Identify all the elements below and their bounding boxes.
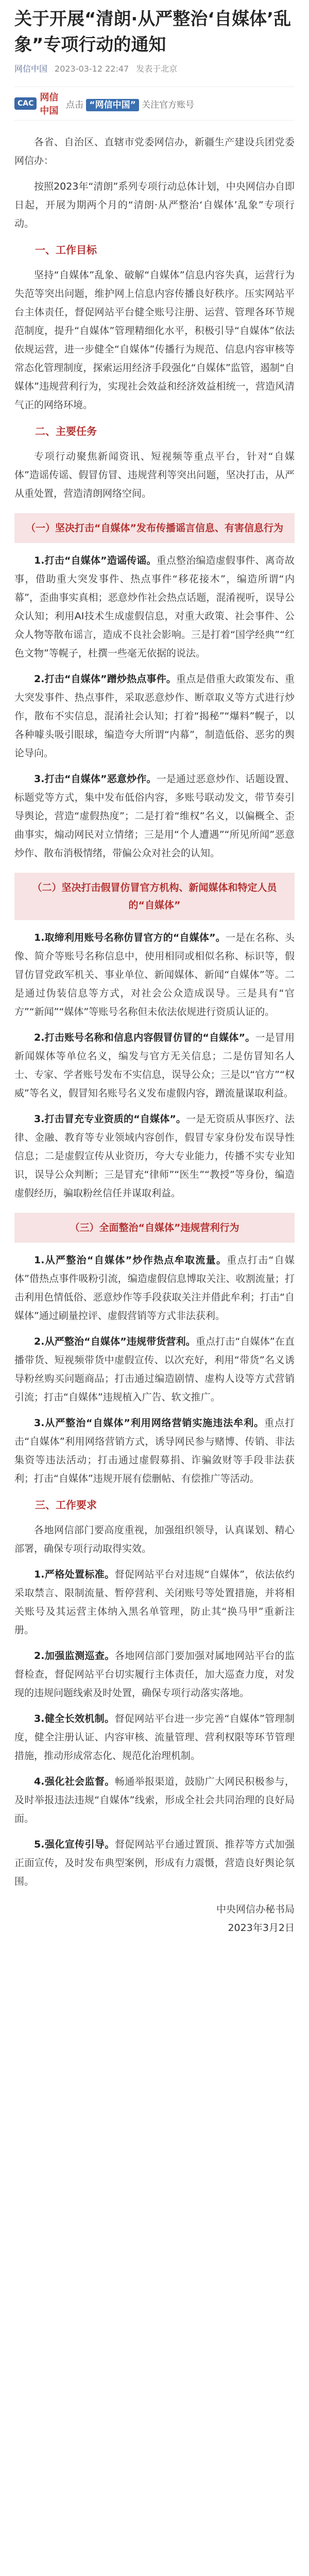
task-3-2-heading: 2.从严整治“自媒体”违规带货营利。 (34, 1336, 196, 1347)
paragraph-task-2-2 (14, 1028, 295, 1103)
cac-logo (14, 92, 61, 115)
section-heading-tasks: 二、主要任务 (35, 425, 97, 437)
task-2-1-heading: 1.取缔利用账号名称仿冒官方的“自媒体”。 (34, 932, 226, 943)
paragraph-req-4 (14, 1772, 295, 1828)
signature-block (14, 1900, 295, 1937)
paragraph-task-2-3 (14, 1110, 295, 1202)
req-3-body: 督促网站平台进一步完善“自媒体”管理制度，健全注册认证、内容审核、流量管理、营利权限等环节管理措施，推动形成常态化、规范化治理机制。 (14, 1713, 295, 1761)
signature-org: 中央网信办秘书局 (216, 1904, 295, 1915)
account-name-link[interactable]: 网信中国 (14, 64, 48, 74)
req-5-heading: 5.强化宣传引导。 (34, 1839, 115, 1850)
subsection-banner-2: （二）坚决打击假冒仿冒官方机构、新闻媒体和特定人员的“自媒体” (14, 873, 295, 920)
section-heading-goal: 一、工作目标 (35, 244, 97, 256)
paragraph-req-5 (14, 1835, 295, 1891)
paragraph-task-1-2 (14, 670, 295, 762)
task-2-1-body: 一是在名称、头像、简介等账号名称信息中，使用相同或相似名称、标识等，假冒仿冒党政军机关、事业单位、新闻媒体、新闻“自媒体”等。二是通过伪装信息等方式，对社会公众造成误导。三是具有“官方”“新闻”“媒体”等账号名称但未依法依规进行资质认证的。 (14, 932, 295, 1018)
paragraph-req-1 (14, 1565, 295, 1639)
task-1-2-body: 重点是借重大政策发布、重大突发事件、热点事件，采取恶意炒作、断章取义等方式进行炒作，散布不实信息，混淆社会认知；打着“揭秘”“爆料”幌子，以各种噱头吸引眼球，编造夸大所谓“内幕”，制造低俗、恶劣的舆论导向。 (14, 673, 295, 759)
paragraph-task-1-3 (14, 770, 295, 862)
req-1-heading: 1.严格处置标准。 (34, 1569, 115, 1580)
subsection-banner-1: （一）坚决打击“自媒体”发布传播谣言信息、有害信息行为 (14, 513, 295, 543)
task-3-3-body: 重点打击“自媒体”利用网络营销方式，诱导网民参与赌博、传销、非法集资等违法活动；打击通过虚假募捐、诈骗敛财等手段非法获利；打击“自媒体”违规开展有偿删帖、有偿推广等活动。 (14, 1417, 295, 1484)
task-3-1-body: 重点打击“自媒体”借热点事件吸粉引流，编造虚假信息博取关注、收割流量；打击利用色情低俗、恶意炒作等手段获取关注并借此牟利；打击“自媒体”通过刷量控评、虚假营销等方式非法获利。 (14, 1255, 295, 1321)
subsection-banner-3: （三）全面整治“自媒体”违规营利行为 (14, 1213, 295, 1243)
publish-location: 发表于北京 (136, 64, 178, 74)
paragraph-requirements-intro: 各地网信部门要高度重视，加强组织领导，认真谋划、精心部署，确保专项行动取得实效。 (14, 1524, 295, 1554)
banner-prefix: 点击 (66, 99, 83, 110)
article-page (0, 6, 309, 1937)
req-4-body: 畅通举报渠道，鼓励广大网民积极参与，及时举报违法违规“自媒体”线索，形成全社会共同治理的良好局面。 (14, 1776, 295, 1824)
task-2-3-body: 一是无资质从事医疗、法律、金融、教育等专业领域内容创作，假冒专家身份发布误导性信息；二是虚假宣传从业资历，夸大专业能力，传播不实专业知识，误导公众判断；三是冒充“律师”“医生”“教授”等身份，编造虚假经历，骗取粉丝信任并谋取利益。 (14, 1113, 295, 1199)
follow-banner[interactable] (14, 87, 295, 121)
req-2-heading: 2.加强监测巡查。 (34, 1650, 115, 1662)
req-3-heading: 3.健全长效机制。 (34, 1713, 115, 1724)
task-3-1-heading: 1.从严整治“自媒体”炒作热点牟取流量。 (34, 1255, 227, 1266)
task-2-2-heading: 2.打击账号名称和信息内容假冒仿冒的“自媒体”。 (34, 1032, 255, 1043)
signature-date: 2023年3月2日 (228, 1922, 295, 1934)
task-3-2-body: 重点打击“自媒体”在直播带货、短视频带货中虚假宣传、以次充好，利用“带货”名义诱导粉丝购买问题商品；打击通过编造剧情、虚构人设等方式营销引流；打击“自媒体”违规植入广告、软文推广。 (14, 1336, 295, 1403)
req-4-heading: 4.强化社会监督。 (34, 1776, 115, 1787)
task-2-2-body: 一是冒用新闻媒体等单位名义，编发与官方无关信息；二是仿冒知名人士、专家、学者账号发布不实信息，误导公众；三是以“官方”“权威”等名义，假冒知名账号名义发布虚假内容，蹭流量谋取利益。 (14, 1032, 295, 1099)
paragraph-task-3-2 (14, 1332, 295, 1406)
logo-text: 网信中国 (40, 92, 59, 116)
banner-text (66, 97, 194, 110)
paragraph-goal: 坚持“自媒体”乱象、破解“自媒体”信息内容失真，运营行为失范等突出问题，维护网上信息内容传播良好秩序。压实网站平台主体责任，督促网站平台健全账号注册、运营、管理各环节规范制度，提升“自媒体”管理精细化水平，积极引导“自媒体”依法依规运营，进一步健全“自媒体”传播行为规范、信息内容审核等常态化管理制度，探索运用经济手段强化“自媒体”监管，遏制“自媒体”违规营利行为，实现社会效益和经济效益相统一，营造风清气正的网络环境。 (14, 269, 295, 411)
paragraph-req-2 (14, 1647, 295, 1702)
paragraph-intro: 按照2023年“清朗”系列专项行动总体计划，中央网信办自即日起，开展为期两个月的“清朗·从严整治‘自媒体’乱象”专项行动。 (14, 181, 295, 229)
task-1-2-heading: 2.打击“自媒体”蹭炒热点事件。 (34, 673, 177, 685)
req-2-body: 各地网信部门要加强对属地网站平台的监督检查，督促网站平台切实履行主体责任，加大巡查力度，对发现的违规问题线索及时处置，确保专项行动落实落地。 (14, 1650, 295, 1699)
task-1-1-heading: 1.打击“自媒体”造谣传谣。 (34, 555, 157, 566)
task-3-3-heading: 3.从严整治“自媒体”利用网络营销实施违法牟利。 (34, 1417, 265, 1429)
paragraph-task-3-1 (14, 1251, 295, 1325)
paragraph-req-3 (14, 1709, 295, 1765)
req-1-body: 督促网站平台对违规“自媒体”，依法依约采取禁言、限制流量、暂停营利、关闭账号等处置措施，并将相关账号及其运营主体纳入黑名单管理，防止其“换马甲”重新注册。 (14, 1569, 295, 1636)
task-1-1-body: 重点整治编造虚假事件、离奇故事，借助重大突发事件、热点事件“移花接木”，编造所谓“内幕”，歪曲事实真相；恶意炒作社会热点话题，混淆视听，误导公众认知；利用AI技术生成虚假信息，对重大政策、社会事件、公众人物等散布谣言，造成不良社会影响。三是打着“国学经典”“红色文物”等幌子，杜撰一些毫无依据的说法。 (14, 555, 295, 659)
task-1-3-body: 一是通过恶意炒作、话题设置、标题党等方式，集中发布低俗内容，多账号联动发文，带节奏引导舆论，营造“虚假热度”；二是打着“维权”名义，以偏概全、歪曲事实，煽动网民对立情绪；三是用“个人遭遇”“所见所闻”恶意炒作、散布消极情绪，带偏公众对社会的认知。 (14, 773, 295, 859)
paragraph-task-3-3 (14, 1414, 295, 1488)
paragraph-tasks-intro: 专项行动聚焦新闻资讯、短视频等重点平台，针对“自媒体”造谣传谣、假冒仿冒、违规营利等突出问题，坚决打击，从严从重处置，营造清朗网络空间。 (14, 451, 295, 499)
section-heading-requirements: 三、工作要求 (35, 1499, 97, 1511)
task-2-3-heading: 3.打击冒充专业资质的“自媒体”。 (34, 1113, 186, 1125)
banner-suffix: 关注官方账号 (142, 99, 195, 110)
article-title: 关于开展“清朗·从严整治‘自媒体’乱象”专项行动的通知 (14, 9, 291, 55)
task-1-3-heading: 3.打击“自媒体”恶意炒作。 (34, 773, 157, 785)
publish-date: 2023-03-12 22:47 (55, 64, 129, 74)
logo-tag: CAC (14, 97, 37, 110)
paragraph-recipients: 各省、自治区、直辖市党委网信办，新疆生产建设兵团党委网信办： (14, 137, 295, 166)
article-meta (14, 62, 295, 76)
banner-highlight: “网信中国” (86, 99, 139, 111)
paragraph-task-1-1 (14, 551, 295, 663)
req-5-body: 督促网站平台通过置顶、推荐等方式加强正面宣传，及时发布典型案例，形成有力震慑，营造良好舆论氛围。 (14, 1839, 295, 1887)
paragraph-task-2-1 (14, 928, 295, 1021)
